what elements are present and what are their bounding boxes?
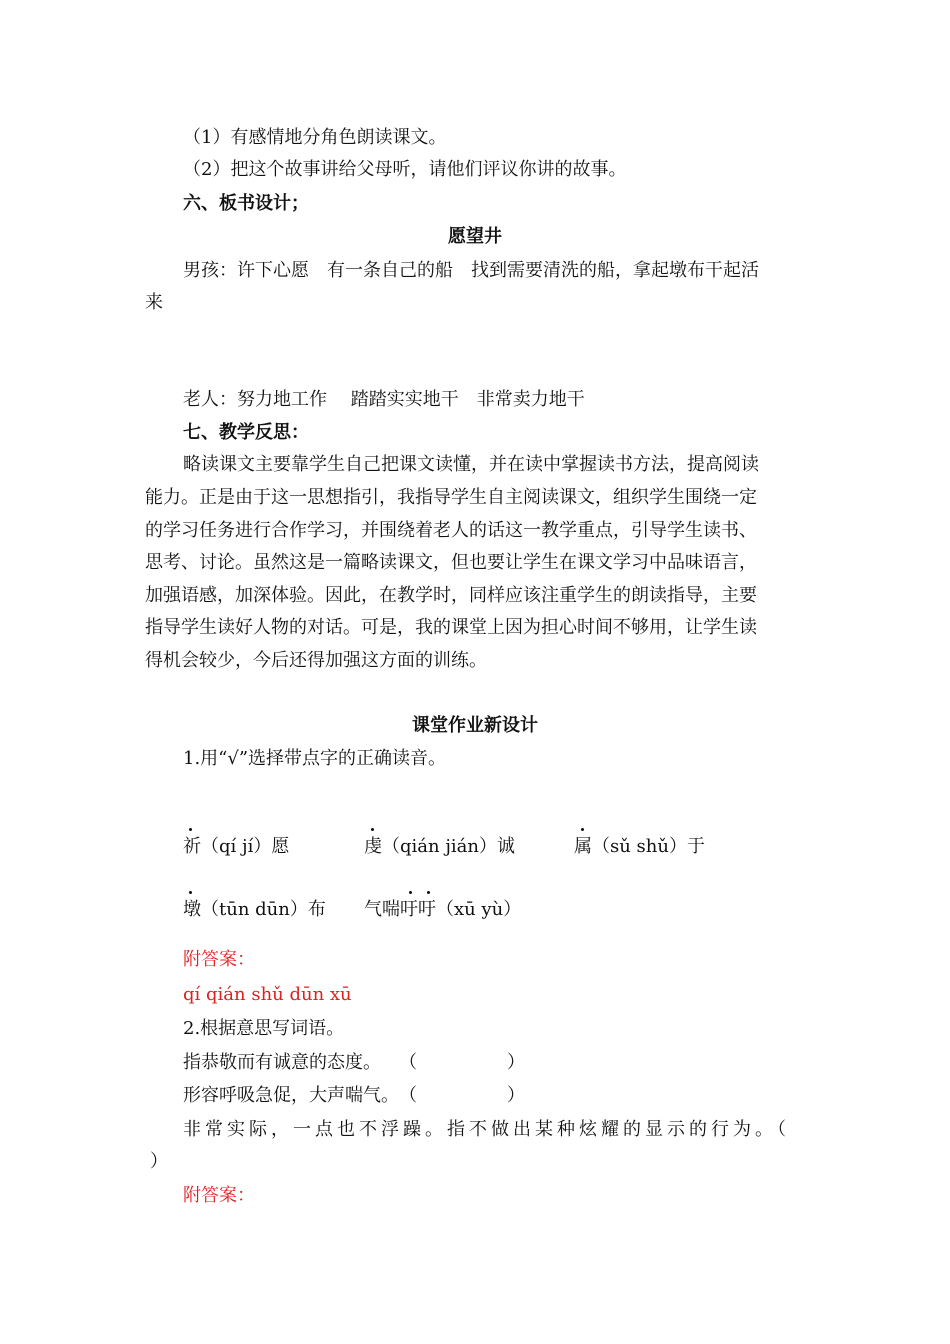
board-boy-line-wrap: 来 <box>145 292 163 313</box>
emphasis-dot <box>189 828 192 831</box>
reflection-line: 加强语感，加深体验。因此，在教学时，同样应该注重学生的朗读指导，主要 <box>145 585 757 606</box>
question-2-item: 指恭敬而有诚意的态度。 （ ） <box>183 1052 525 1073</box>
reflection-line: 思考、讨论。虽然这是一篇略读课文，但也要让学生在课文学习中品味语言， <box>145 552 757 573</box>
pinyin-choice: 虔（qián jián）诚 <box>364 836 515 857</box>
board-elder-line: 老人：努力地工作 踏踏实实地干 非常卖力地干 <box>183 389 585 410</box>
board-design-title: 愿望井 <box>448 226 502 247</box>
homework-title: 课堂作业新设计 <box>412 715 538 736</box>
question-1-prompt: 1.用“√”选择带点字的正确读音。 <box>183 748 447 769</box>
reflection-line: 略读课文主要靠学生自己把课文读懂，并在读中掌握读书方法，提高阅读 <box>183 454 759 475</box>
answer-label-2: 附答案： <box>183 1185 255 1206</box>
emphasis-dot <box>409 891 412 894</box>
answer-1: qí qián shǔ dūn xū <box>183 984 352 1005</box>
question-2-item: 非常实际，一点也不浮躁。指不做出某种炫耀的显示的行为。（ <box>183 1119 790 1140</box>
reflection-line: 的学习任务进行合作学习，并围绕着老人的话这一教学重点，引导学生读书、 <box>145 520 757 541</box>
reflection-line: 指导学生读好人物的对话。可是，我的课堂上因为担心时间不够用，让学生读 <box>145 617 757 638</box>
reflection-line: 得机会较少，今后还得加强这方面的训练。 <box>145 650 487 671</box>
board-boy-line: 男孩：许下心愿 有一条自己的船 找到需要清洗的船，拿起墩布干起活 <box>183 260 759 281</box>
pinyin-choice: 属（sǔ shǔ）于 <box>574 836 705 857</box>
question-2-item-wrap: ） <box>150 1151 168 1172</box>
emphasis-dot <box>371 828 374 831</box>
question-2-prompt: 2.根据意思写词语。 <box>183 1018 345 1039</box>
question-2-item: 形容呼吸急促，大声喘气。 （ ） <box>183 1085 525 1106</box>
pinyin-choice: 祈（qí jí）愿 <box>183 836 290 857</box>
activity-item-2: （2）把这个故事讲给父母听，请他们评议你讲的故事。 <box>183 159 627 180</box>
activity-item-1: （1）有感情地分角色朗读课文。 <box>183 127 447 148</box>
pinyin-choice: 墩（tūn dūn）布 <box>183 899 326 920</box>
reflection-line: 能力。正是由于这一思想指引，我指导学生自主阅读课文，组织学生围绕一定 <box>145 487 757 508</box>
emphasis-dot <box>581 828 584 831</box>
board-design-heading: 六、板书设计； <box>183 193 309 214</box>
emphasis-dot <box>427 891 430 894</box>
reflection-heading: 七、教学反思： <box>183 422 309 443</box>
answer-label-1: 附答案： <box>183 949 255 970</box>
emphasis-dot <box>189 891 192 894</box>
pinyin-choice: 气喘吁吁（xū yù） <box>364 899 522 920</box>
